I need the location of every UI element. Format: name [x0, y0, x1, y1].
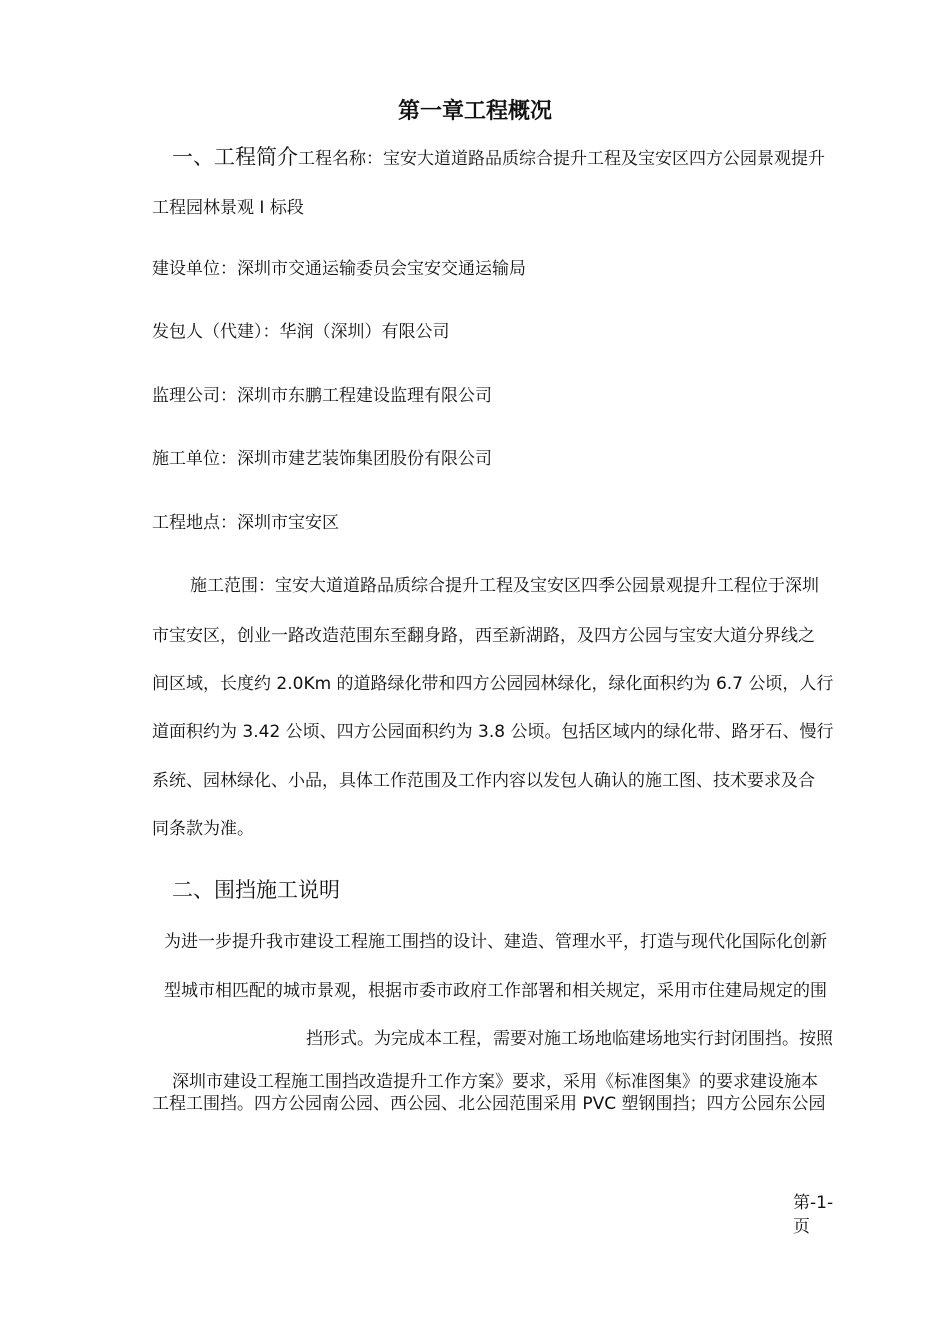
scope-line: 道面积约为 3.42 公顷、四方公园面积约为 3.8 公顷。包括区域内的绿化带、路牙石、慢行 — [152, 722, 834, 742]
section1-heading: 一、工程简介 — [172, 145, 298, 169]
page-number-line1: 第-1- — [793, 1193, 834, 1213]
section2-heading: 二、围挡施工说明 — [172, 878, 340, 902]
location-line: 工程地点：深圳市宝安区 — [152, 513, 339, 533]
builder-line: 建设单位：深圳市交通运输委员会宝安交通运输局 — [152, 259, 526, 279]
construction-unit-line: 施工单位：深圳市建艺装饰集团股份有限公司 — [152, 449, 492, 469]
scope-line: 施工范围：宝安大道道路品质综合提升工程及宝安区四季公园景观提升工程位于深圳 — [190, 576, 819, 596]
page-number-line2: 页 — [793, 1217, 810, 1237]
section2-line: 工程工围挡。四方公园南公园、西公园、北公园范围采用 PVC 塑钢围挡；四方公园东公园 — [152, 1094, 826, 1114]
section2-line: 挡形式。为完成本工程，需要对施工场地临建场地实行封闭围挡。按照 — [306, 1029, 833, 1049]
chapter-title: 第一章工程概况 — [397, 99, 552, 124]
scope-line: 间区域，长度约 2.0Km 的道路绿化带和四方公园园林绿化，绿化面积约为 6.7 公顷，人行 — [152, 674, 834, 694]
section2-line: 型城市相匹配的城市景观，根据市委市政府工作部署和相关规定，采用市住建局规定的围 — [164, 981, 827, 1001]
scope-line: 市宝安区，创业一路改造范围东至翻身路，西至新湖路，及四方公园与宝安大道分界线之 — [152, 626, 815, 646]
scope-line: 系统、园林绿化、小品，具体工作范围及工作内容以发包人确认的施工图、技术要求及合 — [152, 771, 815, 791]
supervisor-line: 监理公司：深圳市东鹏工程建设监理有限公司 — [152, 386, 492, 406]
project-name-line2: 工程园林景观 I 标段 — [152, 198, 304, 218]
page-number — [793, 1191, 833, 1239]
section2-line: 深圳市建设工程施工围挡改造提升工作方案》要求，采用《标准图集》的要求建设施本 — [172, 1072, 818, 1092]
contractor-owner-line: 发包人（代建）：华润（深圳）有限公司 — [152, 322, 450, 342]
scope-line: 同条款为准。 — [152, 819, 254, 839]
section1-header-line — [172, 146, 825, 170]
section2-line: 为进一步提升我市建设工程施工围挡的设计、建造、管理水平，打造与现代化国际化创新 — [164, 932, 827, 952]
project-name-line1: 工程名称：宝安大道道路品质综合提升工程及宝安区四方公园景观提升 — [298, 149, 825, 169]
